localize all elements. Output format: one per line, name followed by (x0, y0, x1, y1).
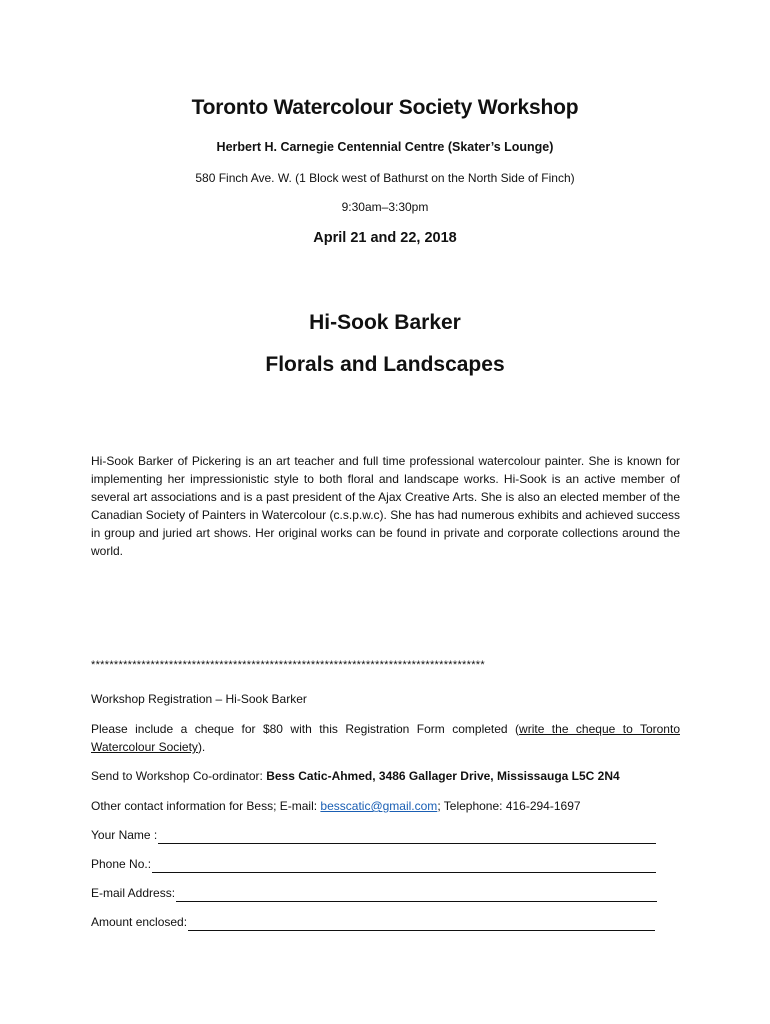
document-title: Toronto Watercolour Society Workshop (191, 96, 579, 119)
workshop-time: 9:30am–3:30pm (341, 200, 429, 214)
send-label: Send to Workshop Co-ordinator: (91, 769, 267, 783)
cheque-suffix: ). (197, 740, 206, 754)
email-label: E-mail Address: (91, 886, 176, 900)
name-field (91, 826, 656, 844)
phone-input-line[interactable] (152, 858, 656, 873)
coordinator-address: Bess Catic-Ahmed, 3486 Gallager Drive, Mississauga L5C 2N4 (266, 769, 620, 783)
amount-input-line[interactable] (188, 916, 655, 931)
venue-address: 580 Finch Ave. W. (1 Block west of Bathurst on the North Side of Finch) (195, 171, 575, 185)
cheque-instructions (91, 720, 680, 756)
course-title: Florals and Landscapes (265, 353, 505, 376)
amount-label: Amount enclosed: (91, 915, 188, 929)
name-input-line[interactable] (158, 829, 656, 844)
send-to-line (91, 767, 680, 785)
artist-bio: Hi-Sook Barker of Pickering is an art teacher and full time professional watercolour painter. She is known for implementing her impressionistic style to both floral and landscape works. Hi-Sook is an active member of several art associations and is a past president of the Ajax Creative Arts. She is also an elected member of the Canadian Society of Painters in Watercolour (c.s.p.w.c). She has had numerous exhibits and achieved success in group and juried art shows. Her original works can be found in private and corporate collections around the world. (91, 454, 680, 558)
contact-suffix: ; Telephone: 416-294-1697 (437, 799, 581, 813)
artist-name: Hi-Sook Barker (309, 311, 461, 334)
name-label: Your Name : (91, 828, 158, 842)
contact-line (91, 797, 680, 815)
phone-field (91, 855, 656, 873)
email-link[interactable]: besscatic@gmail.com (320, 799, 438, 813)
venue-name: Herbert H. Carnegie Centennial Centre (Skater’s Lounge) (216, 140, 554, 154)
workshop-dates: April 21 and 22, 2018 (313, 230, 457, 246)
section-divider: ************************************************************************************** (91, 659, 485, 671)
email-field (91, 884, 657, 902)
phone-label: Phone No.: (91, 857, 152, 871)
cheque-prefix: Please include a cheque for $80 with this Registration Form completed ( (91, 722, 520, 736)
amount-field (91, 913, 655, 931)
email-input-line[interactable] (176, 887, 657, 902)
cheque-payee: write the cheque to Toronto Watercolour Society (91, 722, 680, 754)
registration-heading: Workshop Registration – Hi-Sook Barker (91, 692, 307, 706)
contact-prefix: Other contact information for Bess; E-mail: (91, 799, 321, 813)
